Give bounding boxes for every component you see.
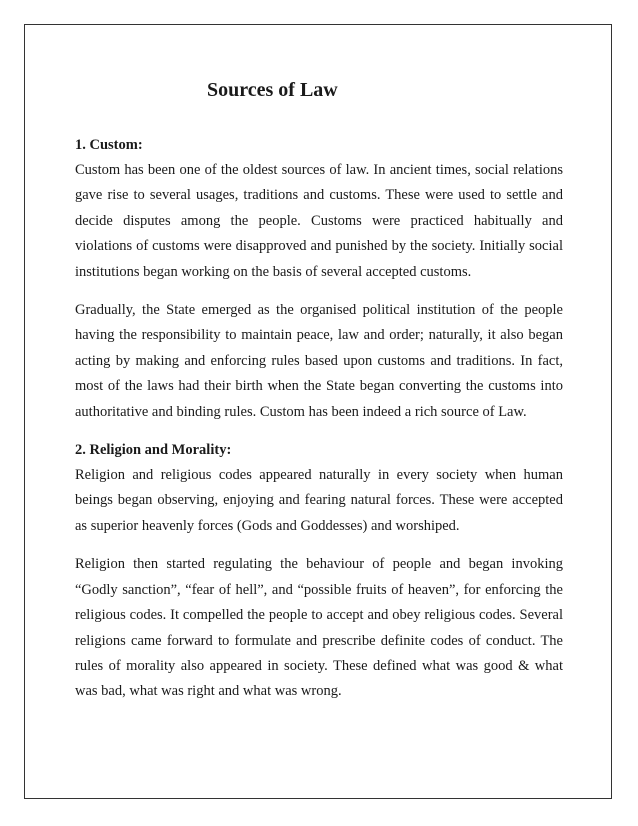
paragraph-custom-2: Gradually, the State emerged as the organised political institution of the people having the responsibility to maintain peace, law and order; naturally, it also began acting by making and enforcing rules based upon customs and traditions. In fact, most of the laws had their birth when the State began converting the customs into authoritative and binding rules. Custom has been indeed a rich source of Law. <box>75 302 563 420</box>
paragraph-custom-1: Custom has been one of the oldest sources of law. In ancient times, social relations gave rise to several usages, traditions and customs. These were used to settle and decide disputes among the people. Customs were practiced habitually and violations of customs were disapproved and punished by the society. Initially social institutions began working on the basis of several accepted customs. <box>75 162 563 280</box>
page-title: Sources of Law <box>207 79 338 101</box>
section-heading-religion-morality: 2. Religion and Morality: <box>75 442 232 459</box>
section-heading-custom: 1. Custom: <box>75 137 143 153</box>
paragraph-religion-2: Religion then started regulating the behaviour of people and began invoking “Godly sanction”, “fear of hell”, and “possible fruits of heaven”, for enforcing the religious codes. It compelled the people to accept and obey religious codes. Several religions came forward to formulate and prescribe definite codes of conduct. The rules of morality also appeared in society. These defined what was good & what was bad, what was right and what was wrong. <box>75 556 563 700</box>
paragraph-religion-1: Religion and religious codes appeared naturally in every society when human beings began observing, enjoying and fearing natural forces. These were accepted as superior heavenly forces (Gods and Goddesses) and worshiped. <box>75 467 563 534</box>
document-body <box>75 76 563 705</box>
